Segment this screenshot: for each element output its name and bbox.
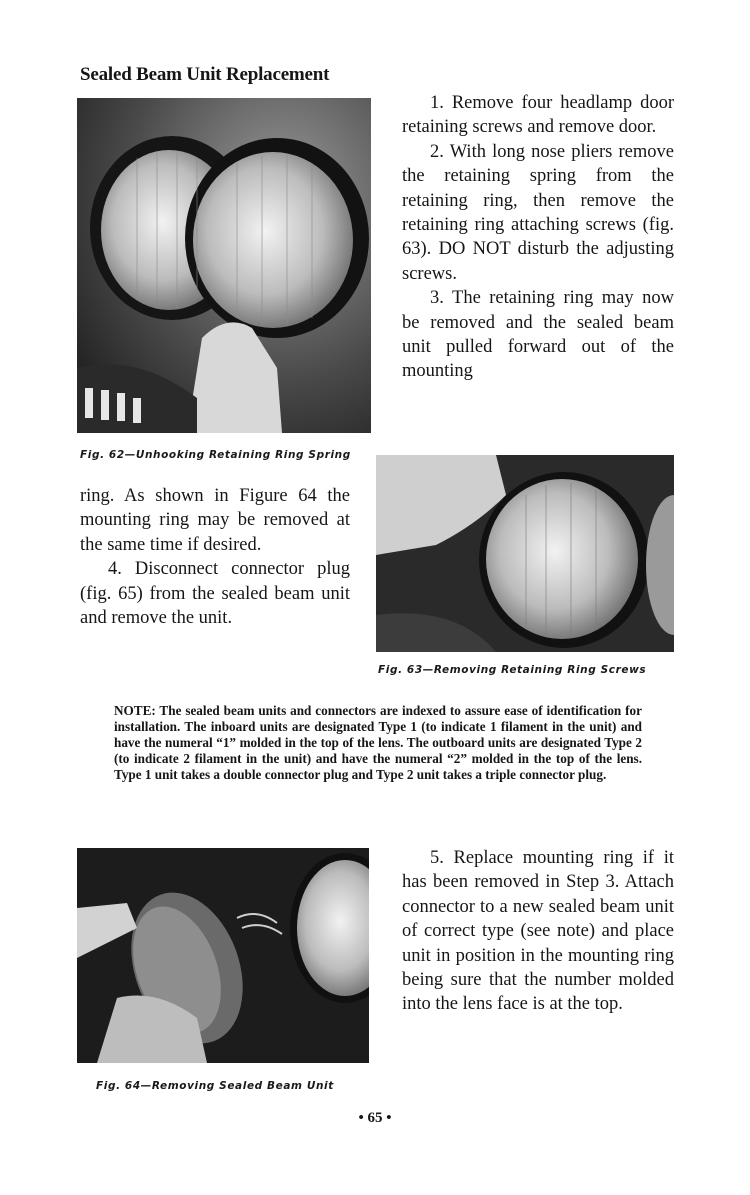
figure-62-photo xyxy=(77,98,371,433)
step-3-text-part-1: 3. The retaining ring may now be removed and the sealed beam unit pulled forward out of the mounting xyxy=(402,288,674,382)
step-1-text: 1. Remove four headlamp door retaining screws and remove door. xyxy=(402,93,674,138)
step-2-text: 2. With long nose pliers remove the retaining spring from the retaining ring, then remove the retaining ring attaching screws (fig. 63). DO NOT disturb the adjusting screws. xyxy=(402,141,674,284)
step-5-text: 5. Replace mounting ring if it has been removed in Step 3. Attach connector to a new sealed beam unit of correct type (see note) and place unit in position in the mounting ring being sure that the number molded into the lens face is at the top. xyxy=(402,848,674,1015)
text-column-steps-1-3 xyxy=(402,91,674,384)
note-text: NOTE: The sealed beam units and connectors are indexed to assure ease of identification for installation. The inboard units are designated Type 1 (to indicate 1 filament in the unit) and have the numeral “1” molded in the top of the lens. The outboard units are designated Type 2 (to indicate 2 filament in the unit) and have the numeral “2” molded in the top of the lens. Type 1 unit takes a double connector plug and Type 2 unit takes a triple connector plug. xyxy=(114,703,642,782)
figure-62-caption: Fig. 62—Unhooking Retaining Ring Spring xyxy=(80,449,351,461)
text-column-step-5 xyxy=(402,846,674,1017)
page-number: • 65 • xyxy=(358,1110,392,1126)
figure-64-caption: Fig. 64—Removing Sealed Beam Unit xyxy=(96,1080,334,1092)
page-heading: Sealed Beam Unit Replacement xyxy=(80,64,330,85)
figure-63-caption: Fig. 63—Removing Retaining Ring Screws xyxy=(378,664,647,676)
text-column-steps-3-4 xyxy=(80,484,350,630)
figure-63-photo xyxy=(376,455,674,652)
figure-64-photo xyxy=(77,848,369,1063)
step-3-text-part-2: ring. As shown in Figure 64 the mounting ring may be removed at the same time if desired. xyxy=(80,486,350,555)
step-4-text: 4. Disconnect connector plug (fig. 65) from the sealed beam unit and remove the unit. xyxy=(80,559,350,629)
